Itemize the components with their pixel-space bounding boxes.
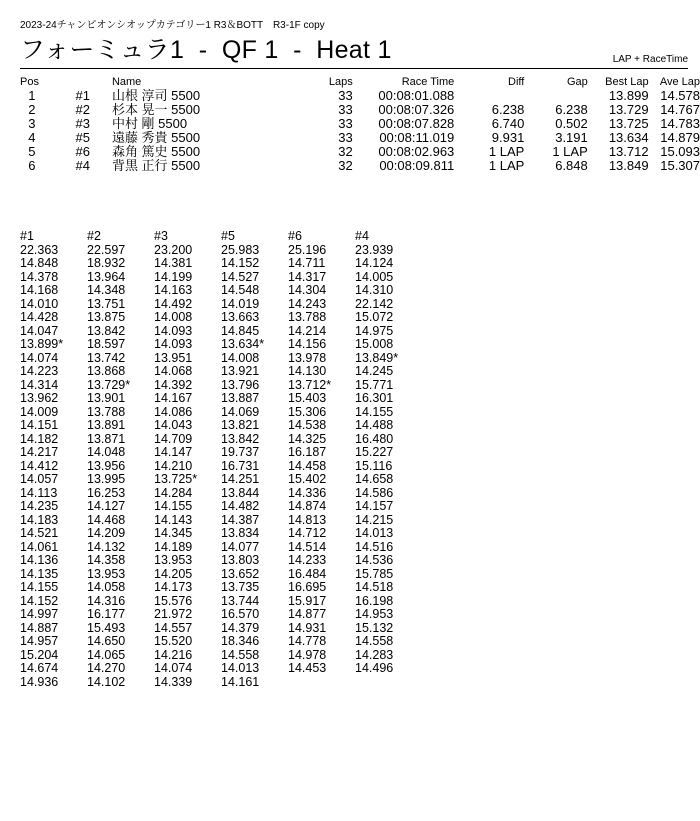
lap-time: 14.156 (288, 337, 327, 351)
result-driver-name: 森角 篤史 5500 (111, 144, 201, 159)
lap-time: 22.597 (87, 242, 126, 257)
lap-time: 13.729* (87, 377, 131, 392)
lap-time: 14.887 (20, 620, 59, 635)
lap-column-header: #5 (221, 229, 235, 243)
lap-time: 13.663 (221, 310, 260, 324)
report-type-label: LAP + RaceTime (612, 54, 688, 65)
lap-time: 13.875 (87, 310, 126, 324)
lap-time: 13.978 (288, 350, 327, 365)
event-subtitle: 2023-24チャンピオンシオップカテゴリー1 R3＆BOTT R3-1F copy (20, 20, 325, 31)
lap-time: 14.482 (221, 499, 260, 513)
lap-time: 14.151 (20, 418, 59, 432)
lap-time: 14.068 (154, 364, 193, 378)
result-race-time: 00:08:07.828 (378, 116, 455, 131)
result-ave-lap: 14.879 (660, 130, 700, 145)
lap-time: 14.157 (355, 499, 394, 513)
result-laps: 33 (338, 116, 353, 131)
lap-time: 13.953 (154, 553, 193, 567)
lap-time: 14.183 (20, 512, 59, 527)
lap-time: 23.939 (355, 242, 394, 257)
result-driver-name: 遠藤 秀貴 5500 (111, 130, 201, 145)
lap-time: 14.008 (221, 350, 260, 365)
lap-time: 14.709 (154, 431, 193, 446)
col-name: Name (111, 76, 142, 88)
lap-time: 13.899* (20, 337, 64, 351)
lap-time: 14.152 (221, 256, 260, 270)
result-car-number: #2 (75, 102, 90, 117)
col-ave-lap: Ave Lap (659, 76, 700, 88)
lap-time: 14.009 (20, 404, 59, 419)
lap-time: 14.348 (87, 283, 126, 297)
result-ave-lap: 15.093 (660, 144, 700, 159)
result-best-lap: 13.712 (608, 144, 649, 159)
lap-time: 13.842 (221, 431, 260, 446)
lap-time: 18.597 (87, 337, 126, 351)
result-best-lap: 13.634 (608, 130, 649, 145)
lap-column (154, 230, 221, 689)
lap-time: 14.010 (20, 296, 59, 311)
lap-time: 14.953 (355, 607, 394, 621)
lap-time: 14.243 (288, 296, 327, 311)
lap-time: 14.674 (20, 661, 59, 675)
lap-time: 14.077 (221, 539, 260, 554)
lap-time: 13.744 (221, 593, 260, 608)
lap-time: 14.492 (154, 296, 193, 311)
lap-time: 14.527 (221, 269, 260, 284)
lap-column-header: #1 (20, 229, 34, 243)
lap-time: 14.161 (221, 674, 260, 689)
lap-time: 14.392 (154, 377, 193, 392)
result-race-time: 00:08:01.088 (378, 88, 455, 103)
lap-time: 14.074 (154, 661, 193, 675)
result-laps: 33 (338, 88, 353, 103)
lap-time: 14.558 (355, 634, 394, 648)
lap-time: 13.868 (87, 364, 126, 378)
result-position: 5 (28, 144, 36, 159)
lap-time: 16.480 (355, 431, 394, 446)
lap-time: 14.155 (154, 499, 193, 513)
lap-time: 19.737 (221, 445, 260, 459)
lap-column (221, 230, 288, 689)
result-position: 4 (28, 130, 36, 145)
header-divider (20, 68, 688, 69)
lap-time: 13.921 (221, 364, 260, 378)
lap-time: 15.306 (288, 404, 327, 419)
result-laps: 32 (338, 144, 353, 159)
lap-column-header: #4 (355, 229, 369, 243)
lap-time: 14.217 (20, 445, 59, 459)
lap-column (355, 230, 422, 689)
lap-time: 14.387 (221, 512, 260, 527)
lap-time: 14.065 (87, 647, 126, 662)
result-best-lap: 13.899 (608, 88, 649, 103)
result-diff (454, 89, 524, 103)
col-gap: Gap (566, 76, 588, 88)
lap-time: 13.796 (221, 377, 260, 392)
lap-time: 14.538 (288, 418, 327, 432)
lap-time: 13.842 (87, 323, 126, 338)
result-best-lap: 13.725 (608, 116, 649, 131)
result-gap: 1 LAP (552, 144, 588, 159)
lap-time: 13.712* (288, 377, 332, 392)
lap-time: 14.488 (355, 418, 394, 432)
lap-time: 14.453 (288, 661, 327, 675)
result-row (20, 131, 700, 145)
result-diff: 1 LAP (488, 158, 525, 173)
lap-time: 25.983 (221, 242, 260, 257)
lap-time: 18.346 (221, 634, 260, 648)
result-race-time: 00:08:09.811 (379, 158, 455, 173)
lap-time: 14.336 (288, 485, 327, 500)
result-ave-lap: 14.767 (660, 102, 700, 117)
lap-time: 16.731 (221, 458, 260, 473)
lap-time: 14.874 (288, 499, 327, 513)
result-ave-lap: 15.307 (660, 158, 700, 173)
lap-time: 14.314 (20, 377, 59, 392)
col-number (44, 75, 90, 89)
lap-time: 13.751 (87, 296, 126, 311)
lap-time: 21.972 (154, 607, 193, 621)
col-laps: Laps (328, 76, 353, 88)
lap-time: 16.695 (288, 580, 327, 594)
result-row (20, 103, 700, 117)
lap-time: 14.711 (288, 256, 326, 270)
lap-time: 15.116 (355, 458, 393, 473)
lap-time: 14.047 (20, 323, 59, 338)
result-race-time: 00:08:11.019 (379, 130, 455, 145)
lap-time: 14.978 (288, 647, 327, 662)
lap-time: 14.113 (20, 485, 58, 500)
lap-time: 14.345 (154, 526, 193, 540)
page-title: フォーミュラ1 - QF 1 - Heat 1 (20, 36, 392, 64)
lap-time: 14.013 (221, 661, 260, 675)
lap-time: 14.310 (355, 283, 394, 297)
lap-time: 14.155 (355, 404, 394, 419)
lap-time: 14.381 (154, 256, 193, 270)
lap-time: 14.163 (154, 283, 193, 297)
result-driver-name: 背黒 正行 5500 (111, 158, 201, 173)
lap-time: 14.557 (154, 620, 193, 635)
result-diff: 6.740 (491, 116, 525, 131)
result-car-number: #3 (75, 116, 90, 131)
lap-time: 16.187 (288, 445, 327, 459)
lap-time: 14.043 (154, 418, 193, 432)
result-row (20, 89, 700, 103)
lap-time: 14.057 (20, 472, 59, 486)
lap-time: 14.548 (221, 283, 260, 297)
lap-time: 14.316 (87, 593, 126, 608)
result-car-number: #4 (75, 158, 90, 173)
lap-time: 13.844 (221, 485, 260, 500)
lap-times-grid (20, 230, 422, 689)
result-car-number: #6 (75, 144, 90, 159)
result-position: 2 (28, 102, 36, 117)
lap-time: 14.284 (154, 485, 193, 500)
lap-time: 14.518 (355, 580, 394, 594)
lap-time: 14.189 (154, 539, 193, 554)
lap-time: 14.205 (154, 566, 193, 581)
lap-time: 14.235 (20, 499, 59, 513)
lap-time: 18.932 (87, 256, 126, 270)
result-car-number: #5 (75, 130, 90, 145)
lap-time: 14.304 (288, 283, 327, 297)
lap-time: 14.008 (154, 310, 193, 324)
lap-time: 14.650 (87, 634, 126, 648)
lap-time: 14.936 (20, 674, 59, 689)
result-car-number: #1 (75, 88, 90, 103)
lap-time: 13.901 (87, 391, 126, 405)
lap-column-header: #3 (154, 229, 168, 243)
result-ave-lap: 14.578 (660, 88, 700, 103)
lap-time: 14.069 (221, 404, 260, 419)
lap-time: 14.848 (20, 256, 59, 270)
lap-time: 14.155 (20, 580, 59, 594)
col-diff: Diff (508, 76, 525, 88)
lap-time: 15.785 (355, 566, 394, 581)
result-gap: 3.191 (555, 130, 588, 145)
lap-time: 14.997 (20, 607, 59, 621)
result-gap: 6.848 (555, 158, 588, 173)
lap-time: 14.199 (154, 269, 193, 284)
lap-time: 16.198 (355, 593, 394, 608)
lap-time: 13.788 (288, 310, 327, 324)
lap-time: 14.135 (20, 566, 59, 581)
lap-time: 14.245 (355, 364, 394, 378)
lap-time: 14.168 (20, 283, 59, 297)
result-driver-name: 山根 淳司 5500 (111, 88, 201, 103)
lap-time: 14.877 (288, 607, 327, 621)
lap-time: 14.209 (87, 526, 126, 540)
lap-time: 14.813 (288, 512, 327, 527)
result-gap: 0.502 (555, 116, 588, 131)
result-position: 3 (28, 116, 36, 131)
lap-time: 15.917 (288, 593, 327, 608)
lap-time: 14.086 (154, 404, 193, 419)
lap-time: 15.204 (20, 647, 59, 662)
lap-time: 14.378 (20, 269, 59, 284)
lap-time: 13.634* (221, 337, 265, 351)
results-table (20, 75, 700, 173)
lap-time: 14.058 (87, 580, 126, 594)
lap-column (288, 230, 355, 689)
lap-time: 14.093 (154, 337, 193, 351)
lap-time: 14.147 (154, 445, 193, 459)
lap-time: 14.931 (288, 620, 327, 635)
result-race-time: 00:08:02.963 (378, 144, 455, 159)
lap-time: 14.358 (87, 553, 126, 567)
lap-time: 14.957 (20, 634, 59, 648)
lap-time: 14.074 (20, 350, 59, 365)
lap-time: 14.521 (20, 526, 59, 540)
lap-time: 14.428 (20, 310, 59, 324)
col-race-time: Race Time (401, 76, 455, 88)
lap-time: 15.771 (355, 377, 394, 392)
lap-time: 14.127 (87, 499, 126, 513)
result-row (20, 117, 700, 131)
lap-time: 14.210 (154, 458, 193, 473)
result-driver-name: 中村 剛 5500 (111, 116, 188, 131)
lap-time: 15.227 (355, 445, 394, 459)
lap-time: 14.216 (154, 647, 193, 662)
lap-time: 14.102 (87, 674, 126, 689)
lap-time: 15.403 (288, 391, 327, 405)
lap-column (20, 230, 87, 689)
lap-time: 14.658 (355, 472, 394, 486)
lap-time: 14.182 (20, 431, 59, 446)
lap-time: 14.048 (87, 445, 126, 459)
result-diff: 1 LAP (488, 144, 525, 159)
result-laps: 33 (338, 130, 353, 145)
lap-time: 14.325 (288, 431, 327, 446)
lap-time: 14.167 (154, 391, 193, 405)
lap-time: 13.821 (221, 418, 260, 432)
lap-time: 14.005 (355, 269, 394, 284)
lap-time: 14.558 (221, 647, 260, 662)
lap-time: 25.196 (288, 242, 327, 257)
lap-time: 14.143 (154, 512, 193, 527)
lap-time: 15.072 (355, 310, 394, 324)
lap-time: 14.379 (221, 620, 260, 635)
result-gap: 6.238 (555, 102, 588, 117)
lap-time: 15.576 (154, 593, 193, 608)
lap-time: 14.458 (288, 458, 327, 473)
lap-time: 13.962 (20, 391, 59, 405)
lap-time: 14.214 (288, 323, 327, 338)
lap-time: 14.712 (288, 526, 327, 540)
lap-time: 14.468 (87, 512, 126, 527)
lap-time: 14.778 (288, 634, 327, 648)
lap-time: 13.803 (221, 553, 260, 567)
lap-time: 14.536 (355, 553, 394, 567)
result-row (20, 145, 700, 159)
lap-time: 16.484 (288, 566, 327, 581)
result-best-lap: 13.729 (608, 102, 649, 117)
lap-time: 13.953 (87, 566, 126, 581)
lap-time: 16.570 (221, 607, 260, 621)
lap-time: 14.061 (20, 539, 59, 554)
lap-time: 22.363 (20, 242, 59, 257)
lap-time: 13.735 (221, 580, 260, 594)
lap-time: 13.725* (154, 472, 198, 486)
result-diff: 9.931 (491, 130, 525, 145)
lap-time: 23.200 (154, 242, 193, 257)
lap-time: 15.520 (154, 634, 193, 648)
lap-time: 14.339 (154, 674, 193, 689)
lap-time: 15.493 (87, 620, 126, 635)
lap-time: 14.124 (355, 256, 394, 270)
lap-time: 13.788 (87, 404, 126, 419)
lap-column-header: #6 (288, 229, 302, 243)
lap-time: 14.586 (355, 485, 394, 500)
result-gap (524, 89, 587, 103)
lap-time: 13.995 (87, 472, 126, 486)
lap-time: 16.177 (87, 607, 126, 621)
lap-time: 14.283 (355, 647, 394, 662)
lap-time: 13.849* (355, 350, 399, 365)
lap-time: 13.742 (87, 350, 126, 365)
lap-time: 14.019 (221, 296, 260, 311)
lap-time: 14.152 (20, 593, 59, 608)
result-position: 6 (28, 158, 36, 173)
result-driver-name: 杉本 晃一 5500 (111, 102, 201, 117)
lap-time: 14.173 (154, 580, 193, 594)
result-laps: 32 (338, 158, 353, 173)
results-header-row (20, 75, 700, 89)
lap-time: 14.223 (20, 364, 59, 378)
lap-time: 13.956 (87, 458, 126, 473)
lap-time: 13.891 (87, 418, 126, 432)
lap-column (87, 230, 154, 689)
lap-column-header: #2 (87, 229, 101, 243)
lap-time: 14.270 (87, 661, 126, 675)
col-best-lap: Best Lap (605, 76, 649, 88)
lap-time: 14.013 (355, 526, 394, 540)
lap-time: 14.215 (355, 512, 394, 527)
lap-time: 14.514 (288, 539, 327, 554)
lap-time: 13.652 (221, 566, 260, 581)
lap-time: 15.008 (355, 337, 394, 351)
lap-time: 14.516 (355, 539, 394, 554)
lap-time: 14.975 (355, 323, 394, 338)
lap-time: 22.142 (355, 296, 394, 311)
result-ave-lap: 14.783 (660, 116, 700, 131)
result-row (20, 159, 700, 173)
lap-time: 16.253 (87, 485, 126, 500)
lap-time: 13.964 (87, 269, 126, 284)
result-position: 1 (28, 88, 36, 103)
lap-time: 15.132 (355, 620, 394, 635)
lap-time: 14.845 (221, 323, 260, 338)
lap-time: 14.136 (20, 553, 59, 567)
result-race-time: 00:08:07.326 (378, 102, 455, 117)
lap-time: 14.132 (87, 539, 126, 554)
lap-time: 14.251 (221, 472, 260, 486)
lap-time: 14.093 (154, 323, 193, 338)
lap-time: 14.130 (288, 364, 327, 378)
lap-time: 14.233 (288, 553, 327, 567)
lap-time: 13.951 (154, 350, 193, 365)
lap-time: 14.412 (20, 458, 59, 473)
lap-time: 16.301 (355, 391, 394, 405)
col-pos: Pos (20, 76, 39, 88)
lap-time: 13.871 (87, 431, 126, 446)
lap-time: 15.402 (288, 472, 327, 486)
result-best-lap: 13.849 (608, 158, 649, 173)
lap-time: 14.496 (355, 661, 394, 675)
lap-time: 13.834 (221, 526, 260, 540)
result-laps: 33 (338, 102, 353, 117)
lap-time: 14.317 (288, 269, 327, 284)
lap-time: 13.887 (221, 391, 260, 405)
result-diff: 6.238 (491, 102, 525, 117)
